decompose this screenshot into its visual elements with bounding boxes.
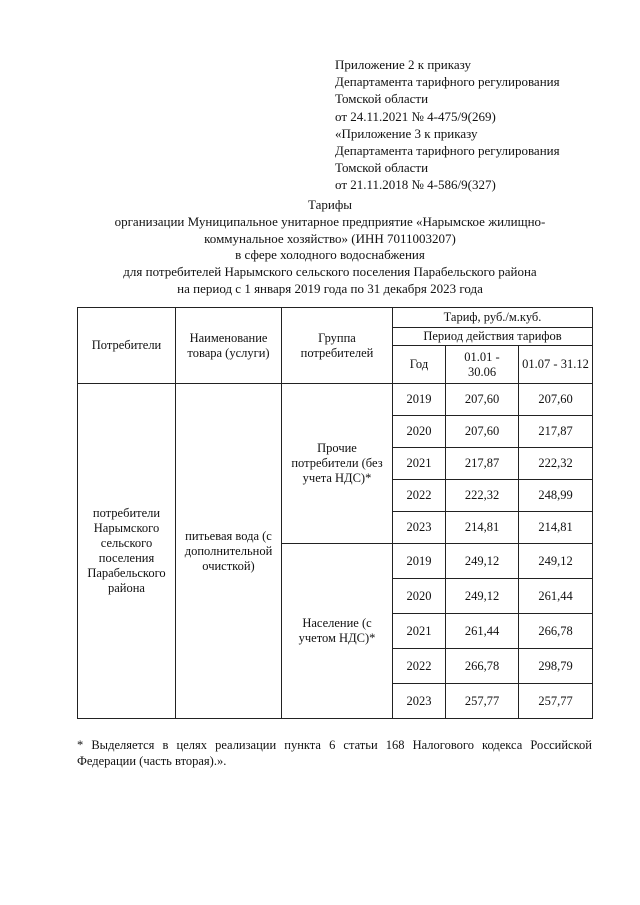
consumer-cell: потребители Нарымского сельского поселения Парабельского района bbox=[78, 384, 176, 719]
tariff-cell: 261,44 bbox=[519, 579, 593, 614]
heading-line: коммунальное хозяйство» (ИНН 7011003207) bbox=[204, 230, 456, 246]
annex-line: от 21.11.2018 № 4-586/9(327) bbox=[335, 177, 496, 193]
tariff-cell: 207,60 bbox=[519, 384, 593, 416]
tariff-cell: 207,60 bbox=[446, 384, 519, 416]
tariff-cell: 266,78 bbox=[446, 649, 519, 684]
tariff-cell: 249,12 bbox=[519, 544, 593, 579]
annex-line: Приложение 2 к приказу bbox=[335, 57, 472, 72]
tariff-cell: 217,87 bbox=[446, 448, 519, 480]
annex-line: Томской области bbox=[335, 160, 429, 176]
tariff-cell: 266,78 bbox=[519, 614, 593, 649]
year-cell: 2023 bbox=[393, 684, 446, 719]
group-cell-other: Прочие потребители (без учета НДС)* bbox=[282, 384, 393, 544]
header-first-half: 01.01 - 30.06 bbox=[446, 346, 519, 384]
year-cell: 2022 bbox=[393, 649, 446, 684]
year-cell: 2020 bbox=[393, 579, 446, 614]
header-period: Период действия тарифов bbox=[393, 328, 593, 346]
table-row bbox=[78, 384, 593, 416]
footnote: * Выделяется в целях реализации пункта 6 статьи 168 Налогового кодекса Российской Федерации (часть вторая).». bbox=[77, 738, 592, 768]
header-consumers: Потребители bbox=[78, 308, 176, 384]
year-cell: 2023 bbox=[393, 512, 446, 544]
annex-line: «Приложение 3 к приказу bbox=[335, 125, 478, 141]
annex-line: Департамента тарифного регулирования bbox=[335, 74, 560, 90]
tariff-cell: 222,32 bbox=[446, 480, 519, 512]
annex-reference-block bbox=[335, 56, 625, 194]
year-cell: 2021 bbox=[393, 448, 446, 480]
header-tariff: Тариф, руб./м.куб. bbox=[393, 308, 593, 328]
year-cell: 2019 bbox=[393, 544, 446, 579]
product-cell: питьевая вода (с дополнительной очисткой) bbox=[176, 384, 282, 719]
tariff-cell: 249,12 bbox=[446, 544, 519, 579]
tariff-cell: 257,77 bbox=[446, 684, 519, 719]
tariff-table bbox=[77, 307, 593, 719]
tariff-cell: 222,32 bbox=[519, 448, 593, 480]
tariff-cell: 248,99 bbox=[519, 480, 593, 512]
tariff-cell: 214,81 bbox=[519, 512, 593, 544]
heading-title: Тарифы bbox=[307, 197, 352, 212]
year-cell: 2020 bbox=[393, 416, 446, 448]
tariff-cell: 261,44 bbox=[446, 614, 519, 649]
year-cell: 2022 bbox=[393, 480, 446, 512]
document-heading bbox=[60, 197, 600, 298]
table-header-row bbox=[78, 308, 593, 328]
heading-line: на период с 1 января 2019 года по 31 декабря 2023 года bbox=[177, 280, 483, 296]
year-cell: 2021 bbox=[393, 614, 446, 649]
header-group: Группа потребителей bbox=[282, 308, 393, 384]
heading-line: организации Муниципальное унитарное предприятие «Нарымское жилищно- bbox=[114, 213, 546, 229]
group-cell-population: Население (с учетом НДС)* bbox=[282, 544, 393, 719]
tariff-cell: 257,77 bbox=[519, 684, 593, 719]
tariff-cell: 207,60 bbox=[446, 416, 519, 448]
header-second-half: 01.07 - 31.12 bbox=[519, 346, 593, 384]
annex-line: от 24.11.2021 № 4-475/9(269) bbox=[335, 108, 496, 124]
header-product: Наименование товара (услуги) bbox=[176, 308, 282, 384]
tariff-cell: 214,81 bbox=[446, 512, 519, 544]
annex-line: Томской области bbox=[335, 91, 429, 107]
tariff-cell: 249,12 bbox=[446, 579, 519, 614]
heading-line: для потребителей Нарымского сельского поселения Парабельского района bbox=[123, 264, 537, 280]
heading-line: в сфере холодного водоснабжения bbox=[235, 247, 425, 263]
tariff-cell: 217,87 bbox=[519, 416, 593, 448]
header-year: Год bbox=[393, 346, 446, 384]
annex-line: Департамента тарифного регулирования bbox=[335, 143, 560, 159]
year-cell: 2019 bbox=[393, 384, 446, 416]
tariff-cell: 298,79 bbox=[519, 649, 593, 684]
